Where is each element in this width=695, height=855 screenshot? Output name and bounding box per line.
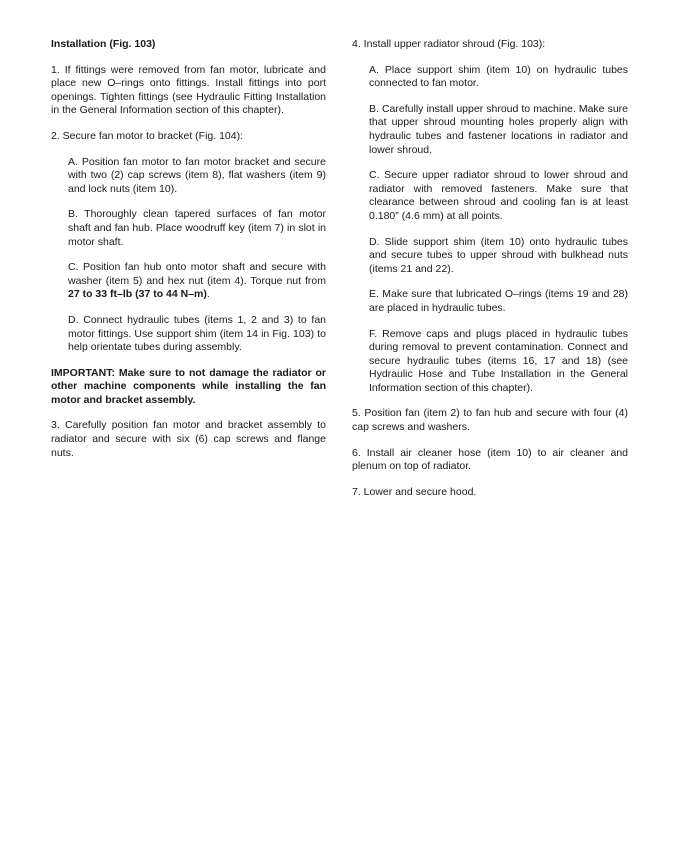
step-1: 1. If fittings were removed from fan motor, lubricate and place new O–rings onto fittings. Install fittings into port openings. Tighten fittings (see Hydraulic Fitting Installation in the General Information section of this chapter). xyxy=(51,63,326,117)
step-2c-text: C. Position fan hub onto motor shaft and secure with washer (item 5) and hex nut (item 4). Torque nut from xyxy=(68,261,326,287)
step-4e: E. Make sure that lubricated O–rings (items 19 and 28) are placed in hydraulic tubes. xyxy=(369,288,628,314)
step-2: 2. Secure fan motor to bracket (Fig. 104): xyxy=(51,129,244,142)
step-4c: C. Secure upper radiator shroud to lower shroud and radiator with removed fasteners. Make sure that clearance between shroud and cooling fan is at least 0.180” (4.6 mm) at all points. xyxy=(369,169,628,222)
step-2b: B. Thoroughly clean tapered surfaces of fan motor shaft and fan hub. Place woodruff key (item 7) in slot in motor shaft. xyxy=(68,208,326,248)
important-note: IMPORTANT: Make sure to not damage the radiator or other machine components while installing the fan motor and bracket assembly. xyxy=(51,366,326,406)
step-4b: B. Carefully install upper shroud to machine. Make sure that upper shroud mounting holes properly align with hydraulic tubes and fastener locations in radiator and lower shroud. xyxy=(369,102,628,156)
torque-spec: 27 to 33 ft–lb (37 to 44 N–m) xyxy=(68,288,207,301)
step-3: 3. Carefully position fan motor and bracket assembly to radiator and secure with six (6) cap screws and flange nuts. xyxy=(51,419,326,459)
step-7: 7. Lower and secure hood. xyxy=(352,485,477,498)
step-4d: D. Slide support shim (item 10) onto hydraulic tubes and secure tubes to upper shroud with bulkhead nuts (items 21 and 22). xyxy=(369,235,628,275)
step-4: 4. Install upper radiator shroud (Fig. 103): xyxy=(352,38,546,50)
step-4f: F. Remove caps and plugs placed in hydraulic tubes during removal to prevent contamination. Connect and secure hydraulic tubes (items 16, 17 and 18) (see Hydraulic Hose and Tube Installation in the General Information section of this chapter). xyxy=(369,327,628,394)
step-4a: A. Place support shim (item 10) on hydraulic tubes connected to fan motor. xyxy=(369,63,628,90)
step-2a: A. Position fan motor to fan motor bracket and secure with two (2) cap screws (item 8), flat washers (item 9) and lock nuts (item 10). xyxy=(68,155,326,195)
left-column xyxy=(51,38,326,472)
step-2c xyxy=(68,261,326,302)
step-2d: D. Connect hydraulic tubes (items 1, 2 and 3) to fan motor fittings. Use support shim (item 14 in Fig. 103) to help orientate tubes during assembly. xyxy=(68,313,326,354)
right-column xyxy=(352,38,628,511)
step-6: 6. Install air cleaner hose (item 10) to air cleaner and plenum on top of radiator. xyxy=(352,446,628,473)
section-heading: Installation (Fig. 103) xyxy=(51,38,156,50)
step-5: 5. Position fan (item 2) to fan hub and secure with four (4) cap screws and washers. xyxy=(352,407,628,434)
step-2c-end: . xyxy=(206,288,210,301)
